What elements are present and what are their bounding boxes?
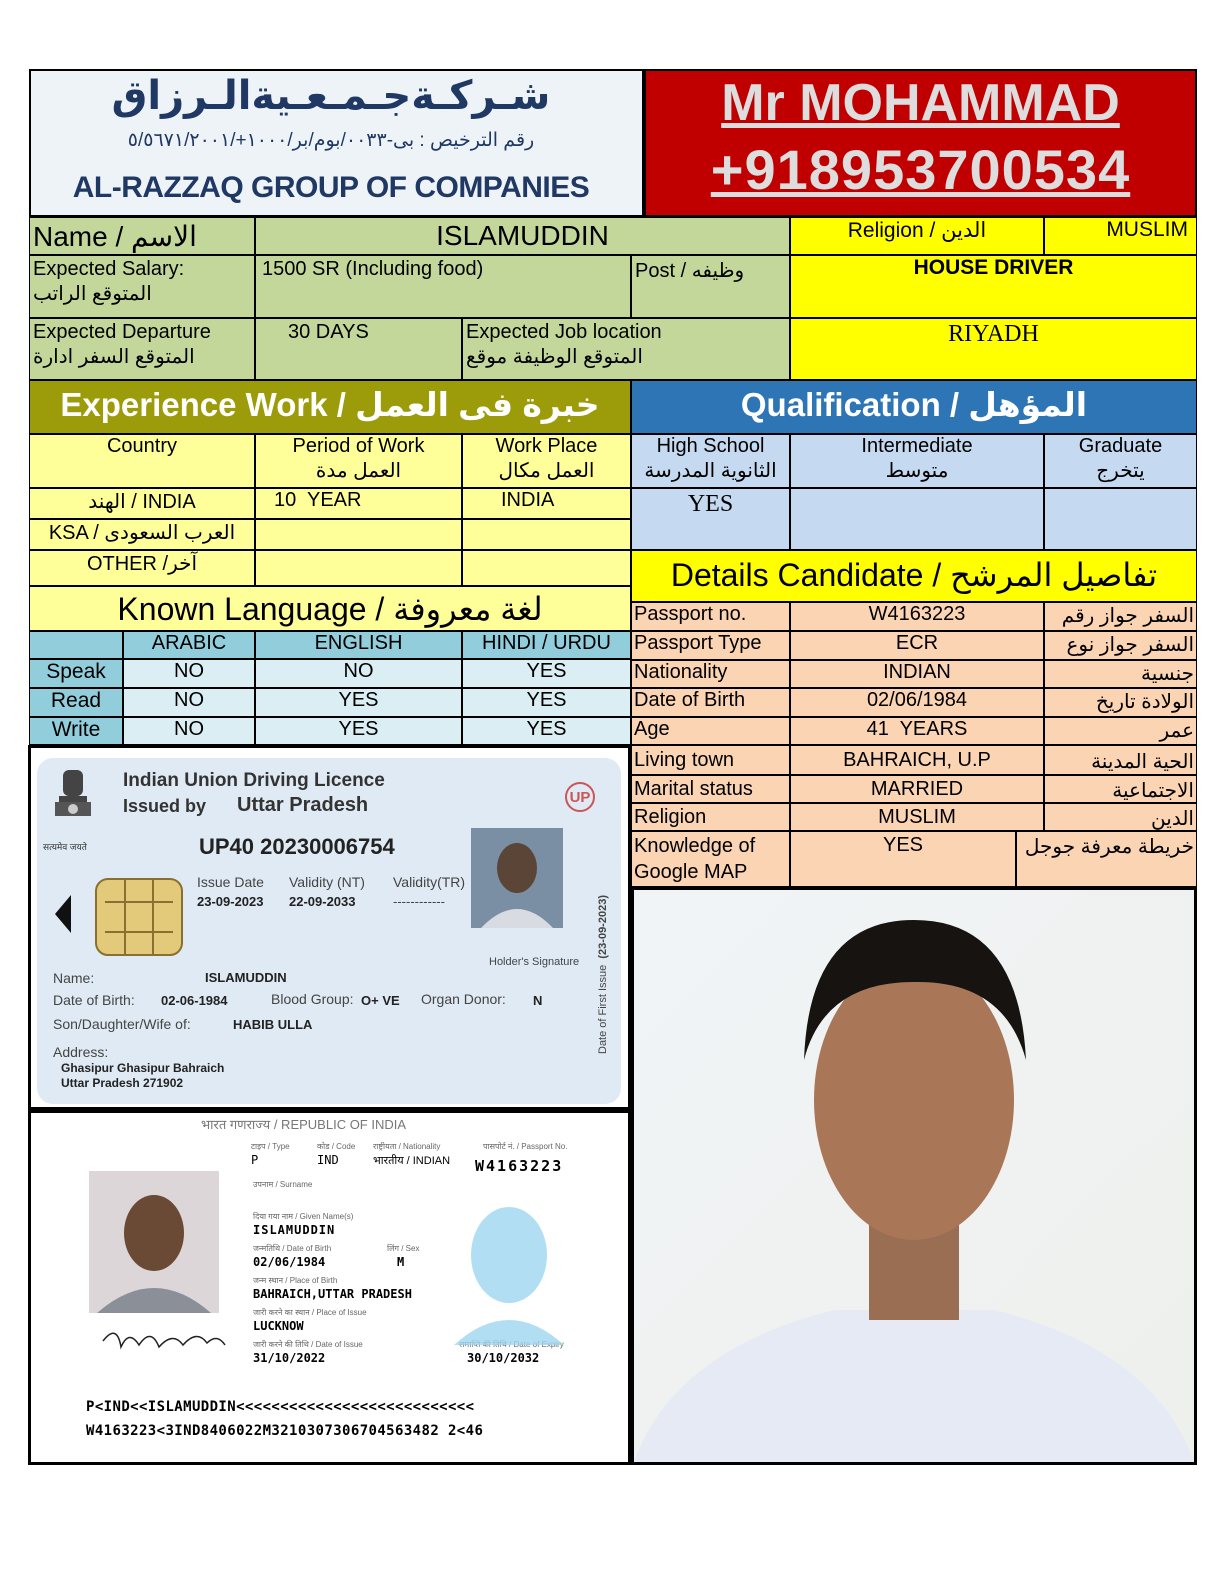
exp-row-country: الهند / INDIA bbox=[29, 488, 255, 519]
company-logo-panel bbox=[29, 69, 644, 217]
company-english-name: AL-RAZZAQ GROUP OF COMPANIES bbox=[72, 171, 590, 204]
candidate-photo bbox=[631, 887, 1197, 1465]
passport-type: P bbox=[251, 1153, 259, 1167]
detail-label: Age bbox=[631, 717, 790, 745]
validity-nt-label: Validity (NT) bbox=[289, 874, 365, 890]
qual-header-intermediate: Intermediate متوسط bbox=[790, 434, 1044, 488]
mrz-line: W4163223<3IND8406022M3210307306704563482 2<46 bbox=[86, 1423, 484, 1439]
salary-value: 1500 SR (Including food) bbox=[255, 255, 631, 318]
lang-cell: NO bbox=[255, 659, 462, 688]
detail-label: Marital status bbox=[631, 775, 790, 803]
detail-value: BAHRAICH, U.P bbox=[790, 745, 1044, 775]
detail-value: MUSLIM bbox=[790, 803, 1044, 831]
licence-address-label: Address: bbox=[53, 1044, 109, 1060]
lang-corner bbox=[29, 631, 123, 659]
lang-col-arabic: ARABIC bbox=[123, 631, 255, 659]
detail-value: ECR bbox=[790, 631, 1044, 660]
signature-icon bbox=[99, 1321, 229, 1361]
passport-surname-label: उपनाम / Surname bbox=[253, 1180, 313, 1189]
detail-arabic: الحية المدينة bbox=[1044, 745, 1197, 775]
licence-name: ISLAMUDDIN bbox=[205, 970, 287, 985]
ghost-image-icon bbox=[449, 1195, 569, 1345]
holder-signature-label: Holder's Signature bbox=[489, 956, 580, 968]
detail-label: Nationality bbox=[631, 660, 790, 688]
passport-number-label: पासपोर्ट नं. / Passport No. bbox=[483, 1142, 568, 1151]
licence-title: Indian Union Driving Licence bbox=[123, 770, 385, 791]
religion-value: MUSLIM bbox=[1044, 217, 1197, 255]
passport-frame bbox=[28, 1110, 631, 1465]
detail-value: INDIAN bbox=[790, 660, 1044, 688]
experience-title: Experience Work / خبرة فى العمل bbox=[29, 380, 631, 434]
exp-row-place: INDIA bbox=[462, 488, 631, 519]
passport-given: ISLAMUDDIN bbox=[253, 1223, 336, 1237]
licence-issued-state: Uttar Pradesh bbox=[237, 794, 369, 816]
detail-value: 41 YEARS bbox=[790, 717, 1044, 745]
detail-label: Passport Type bbox=[631, 631, 790, 660]
lang-cell: NO bbox=[123, 688, 255, 717]
name-label: Name / الاسم bbox=[29, 217, 255, 255]
licence-number: UP40 20230006754 bbox=[199, 834, 395, 859]
validity-tr: ------------ bbox=[393, 894, 445, 909]
licence-holder-photo bbox=[471, 828, 563, 928]
agent-phone: +918953700534 bbox=[710, 138, 1131, 201]
qualification-title: Qualification / المؤهل bbox=[631, 380, 1197, 434]
passport-type-label: टाइप / Type bbox=[251, 1142, 290, 1151]
detail-arabic: جنسية bbox=[1044, 660, 1197, 688]
passport-doi-label: जारी करने की तिथि / Date of Issue bbox=[253, 1340, 363, 1349]
detail-arabic: السفر جواز نوع bbox=[1044, 631, 1197, 660]
detail-value: YES bbox=[790, 831, 1016, 887]
lang-cell: NO bbox=[123, 717, 255, 745]
detail-arabic: السفر جواز رقم bbox=[1044, 602, 1197, 631]
agent-contact-panel bbox=[644, 69, 1197, 217]
exp-header-country: Country bbox=[29, 434, 255, 488]
licence-dob-label: Date of Birth: bbox=[53, 992, 135, 1008]
licence-dob: 02-06-1984 bbox=[161, 993, 228, 1008]
passport-poi: LUCKNOW bbox=[253, 1319, 304, 1333]
validity-nt: 22-09-2033 bbox=[289, 894, 356, 909]
salary-label: Expected Salary: المتوقع الراتب bbox=[29, 255, 255, 318]
agent-name: Mr MOHAMMAD bbox=[721, 74, 1120, 132]
detail-value: 02/06/1984 bbox=[790, 688, 1044, 717]
licence-organ-label: Organ Donor: bbox=[421, 991, 506, 1007]
passport-sex-label: लिंग / Sex bbox=[387, 1244, 420, 1253]
details-title: Details Candidate / تفاصيل المرشح bbox=[631, 550, 1197, 602]
passport-doe: 30/10/2032 bbox=[467, 1351, 540, 1365]
person-silhouette-icon bbox=[471, 828, 563, 928]
licence-organ: N bbox=[533, 993, 543, 1008]
passport-holder-photo bbox=[89, 1171, 219, 1313]
passport-nationality: भारतीय / INDIAN bbox=[373, 1155, 451, 1167]
exp-row-period bbox=[255, 550, 462, 586]
exp-row-place bbox=[462, 519, 631, 550]
lang-cell: YES bbox=[255, 688, 462, 717]
passport-dob-label: जन्मतिथि / Date of Birth bbox=[253, 1244, 332, 1253]
person-silhouette-icon bbox=[89, 1171, 219, 1313]
qual-header-graduate: Graduate يتخرج bbox=[1044, 434, 1197, 488]
detail-arabic: الاجتماعية bbox=[1044, 775, 1197, 803]
issue-date: 23-09-2023 bbox=[197, 894, 264, 909]
qual-header-high-school: High School الثانوية المدرسة bbox=[631, 434, 790, 488]
licence-blood: O+ VE bbox=[361, 993, 400, 1008]
detail-value: W4163223 bbox=[790, 602, 1044, 631]
mrz-line: P<IND<<ISLAMUDDIN<<<<<<<<<<<<<<<<<<<<<<<<<<< bbox=[86, 1399, 475, 1415]
lang-row-label: Speak bbox=[29, 659, 123, 688]
smart-chip-icon bbox=[95, 878, 183, 956]
passport-pob-label: जन्म स्थान / Place of Birth bbox=[253, 1276, 338, 1285]
detail-label: Date of Birth bbox=[631, 688, 790, 717]
exp-row-country: KSA / العرب السعودى bbox=[29, 519, 255, 550]
detail-label: Passport no. bbox=[631, 602, 790, 631]
lang-cell: YES bbox=[462, 659, 631, 688]
departure-label: Expected Departure المتوقع السفر ادارة bbox=[29, 318, 255, 380]
qual-value-graduate bbox=[1044, 488, 1197, 550]
location-label: Expected Job location المتوقع الوظيفة موقع bbox=[462, 318, 790, 380]
detail-label: Living town bbox=[631, 745, 790, 775]
passport-pob: BAHRAICH,UTTAR PRADESH bbox=[253, 1287, 412, 1301]
language-title: Known Language / لغة معروفة bbox=[29, 586, 631, 631]
lang-row-label: Read bbox=[29, 688, 123, 717]
passport-poi-label: जारी करने का स्थान / Place of Issue bbox=[253, 1308, 367, 1317]
up-badge: UP bbox=[565, 782, 595, 812]
name-value: ISLAMUDDIN bbox=[255, 217, 790, 255]
licence-address-line: Uttar Pradesh 271902 bbox=[61, 1076, 184, 1090]
exp-header-period: Period of Work العمل مدة bbox=[255, 434, 462, 488]
detail-arabic: الدين bbox=[1044, 803, 1197, 831]
detail-arabic: خريطة معرفة جوجل bbox=[1016, 831, 1197, 887]
exp-row-period: 10 YEAR bbox=[255, 488, 462, 519]
exp-row-place bbox=[462, 550, 631, 586]
passport-number: W4163223 bbox=[475, 1157, 564, 1175]
exp-row-period bbox=[255, 519, 462, 550]
detail-arabic: عمر bbox=[1044, 717, 1197, 745]
passport-nationality-label: राष्ट्रीयता / Nationality bbox=[373, 1142, 441, 1151]
detail-label: Religion bbox=[631, 803, 790, 831]
licence-address-line: Ghasipur Ghasipur Bahraich bbox=[61, 1061, 225, 1075]
lang-cell: YES bbox=[462, 688, 631, 717]
post-label: Post / وظيفه bbox=[631, 255, 790, 318]
religion-label: Religion / الدين bbox=[790, 217, 1044, 255]
passport-header: भारत गणराज्य / REPUBLIC OF INDIA bbox=[201, 1117, 407, 1132]
passport-dob: 02/06/1984 bbox=[253, 1255, 326, 1269]
licence-blood-label: Blood Group: bbox=[271, 991, 354, 1007]
company-license-line: رقم الترخيص : بى-٠٠٣٣/بوم/بر/١٠٠٠+/٥/٥٦٧١/٢٠٠١ bbox=[127, 130, 535, 151]
passport-code: IND bbox=[317, 1153, 339, 1167]
lang-cell: YES bbox=[462, 717, 631, 745]
exp-header-place: Work Place العمل مكال bbox=[462, 434, 631, 488]
ashoka-emblem-icon bbox=[49, 768, 97, 836]
qual-value-high-school: YES bbox=[631, 488, 790, 550]
validity-tr-label: Validity(TR) bbox=[393, 874, 466, 890]
location-value: RIYADH bbox=[790, 318, 1197, 380]
lang-row-label: Write bbox=[29, 717, 123, 745]
lang-cell: NO bbox=[123, 659, 255, 688]
lang-col-english: ENGLISH bbox=[255, 631, 462, 659]
licence-relation: HABIB ULLA bbox=[233, 1017, 313, 1032]
licence-relation-label: Son/Daughter/Wife of: bbox=[53, 1016, 191, 1032]
qual-value-intermediate bbox=[790, 488, 1044, 550]
first-issue-label: Date of First Issue (23-09-2023) bbox=[597, 895, 609, 1054]
departure-value: 30 DAYS bbox=[255, 318, 462, 380]
licence-name-label: Name: bbox=[53, 970, 95, 986]
issue-date-label: Issue Date bbox=[197, 874, 264, 890]
passport-code-label: कोड / Code bbox=[317, 1142, 356, 1151]
licence-issued-label: Issued by bbox=[123, 796, 207, 816]
exp-row-country: OTHER /آخر bbox=[29, 550, 255, 586]
passport-doi: 31/10/2022 bbox=[253, 1351, 326, 1365]
passport-sex: M bbox=[397, 1255, 405, 1269]
lang-col-hindi-urdu: HINDI / URDU bbox=[462, 631, 631, 659]
detail-label: Knowledge of Google MAP bbox=[631, 831, 790, 887]
person-portrait-icon bbox=[634, 890, 1194, 1462]
driving-licence-frame bbox=[28, 745, 631, 1110]
passport-given-label: दिया गया नाम / Given Name(s) bbox=[253, 1212, 354, 1221]
emblem-caption: सत्यमेव जयते bbox=[43, 842, 87, 852]
detail-arabic: الولادة تاريخ bbox=[1044, 688, 1197, 717]
detail-value: MARRIED bbox=[790, 775, 1044, 803]
arrow-left-icon bbox=[53, 893, 73, 935]
company-arabic-name: شـركـةجـمـعـيةالـرزاق bbox=[111, 74, 551, 118]
lang-cell: YES bbox=[255, 717, 462, 745]
post-value: HOUSE DRIVER bbox=[790, 255, 1197, 318]
